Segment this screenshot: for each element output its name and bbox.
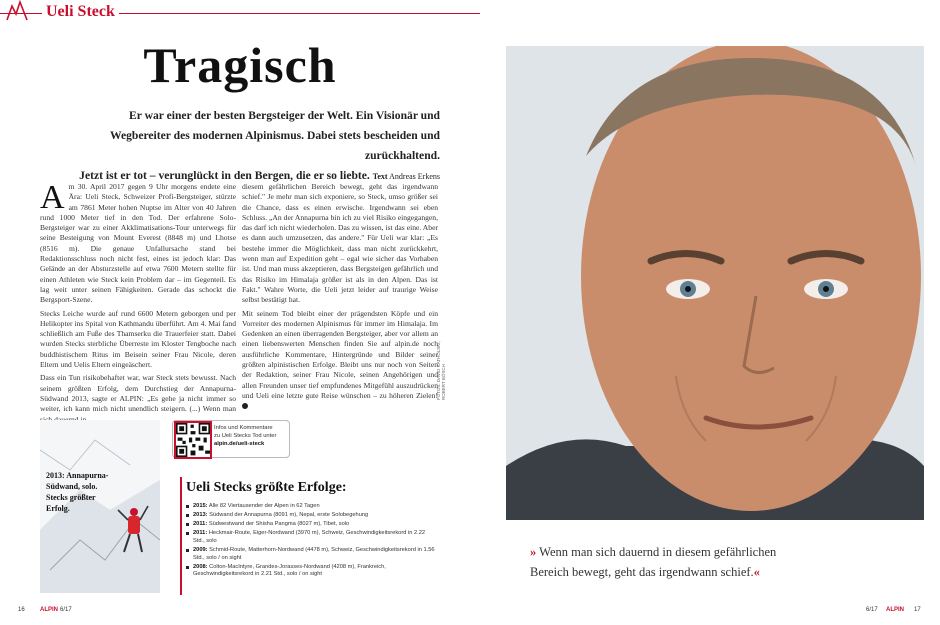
- successes-list: [186, 503, 436, 580]
- author-credit: [373, 172, 440, 181]
- section-title: Ueli Steck: [42, 3, 119, 21]
- paragraph: [242, 309, 438, 412]
- page-number-left: 16: [18, 607, 25, 613]
- lede-line-3-text: Jetzt ist er tot – verunglückt in den Bergen, die er so liebte.: [79, 169, 370, 182]
- quote-close-mark: «: [753, 565, 760, 579]
- list-item-year: 2011:: [193, 521, 208, 528]
- qr-link-text[interactable]: alpin.de/ueli-steck: [214, 441, 265, 447]
- qr-link[interactable]: [214, 440, 288, 448]
- lede: [40, 106, 440, 187]
- paragraph: diesem gefährlichen Bereich bewegt, geht das irgendwann schief." Je mehr man sich exponiere, so Steck, umso größer sei die Chance, dass es einen erwische. Irgendwann sei eben Schluss. „An der Annapurna bin ich zu viel Risiko eingegangen, das darf ich nicht wiederholen. Das zu wissen, ist das eine. Aber es dann auch umzusetzen, das andere." Für Ueli war klar: „Es bestehe immer die Möglichkeit, dass man nicht zurückkehrt, wenn man auf Expedition geht – egal wie sicher das Vorhaben ist. Und man muss akzeptieren, dass Bergsteigen gefährlich und das Risiko im Himalaja größer ist als in den Alpen. Das ist Fakt." Wahre Worte, die Ueli jetzt leider auf traurige Weise selbst bestätigt hat.: [242, 182, 438, 305]
- list-item-year: 2015:: [193, 503, 208, 509]
- list-item: [186, 512, 436, 520]
- list-item: [186, 530, 436, 545]
- mountain-logo-icon: [6, 0, 28, 22]
- lede-line-2: Wegbereiter des modernen Alpinismus. Dabei stets bescheiden und zurückhaltend.: [109, 129, 440, 162]
- paragraph-text: Mit seinem Tod bleibt einer der prägendsten Köpfe und ein Vorreiter des modernen Alpinismus für immer im Himalaja. Im Gedenken an einen überragenden Bergsteiger, aber vor allem an einen liebenswerten Menschen finden Sie auf alpin.de noch ausführliche Kommentare, Hintergründe und Bilder seiner größten alpinistischen Erfolge. Bleibt uns nur noch von Seiten der Redaktion, seiner Frau Nicole, seinen Angehörigen und allen Freunden unser tief empfundenes Mitgefühl auszudrücken und Ueli eine letzte gute Reise wünschen – zu höheren Zielen!: [242, 308, 438, 400]
- lede-line-1: Er war einer der besten Bergsteiger der Welt. Ein Visionär und: [129, 109, 440, 122]
- pull-quote: [530, 542, 790, 582]
- article-column-1: [40, 179, 236, 428]
- portrait-illustration: [506, 46, 924, 520]
- list-item-text: Südwestwand der Shisha Pangma (8027 m), Tibet, solo: [208, 521, 350, 528]
- credit-label: Text: [372, 172, 388, 181]
- qr-info-line-1: Infos und Kommentare: [214, 425, 273, 431]
- paragraph-text: m 30. April 2017 gegen 9 Uhr morgens endete eine Ära: Ueli Steck, Schweizer Profi-Bergsteiger, stürzte am 7861 Meter hohen Nuptse im Alter von 40 Jahren rund 1000 Meter tief in den Tod. Der erfahrene Solo-Bergsteiger war zu einer Akklimatisations-Tour unterwegs für seine Besteigung von Mount Everest (8848 m) und Lhotse (8516 m). Die genaue Unfallursache stand bei Redaktionsschluss noch nicht fest, eines ist jedoch klar: Das Gelände an der Absturzstelle auf etwa 7600 Metern stellte für einen Athleten wie Steck kein Problem dar – im Gegenteil. Es lag weit unter seinen Fähigkeiten. Gerade das schockt die Bergsport-Szene.: [40, 182, 236, 305]
- credit-name: Andreas Erkens: [389, 172, 440, 181]
- list-item: [186, 564, 436, 579]
- page-headline: Tragisch: [143, 37, 337, 93]
- magazine-name-right: ALPIN: [886, 607, 904, 613]
- qr-info-line-2: zu Ueli Stecks Tod unter: [214, 433, 277, 439]
- drop-cap: A: [40, 179, 65, 216]
- list-item-year: 2013:: [193, 512, 208, 519]
- paragraph: [40, 179, 236, 306]
- paragraph: Dass ein Tun risikobehaftet war, war Steck stets bewusst. Nach seinem größten Erfolg, dem Durchstieg der Annapurna-Südwand 2013, sagte er ALPIN: „Es gehe ja nicht immer so weiter, ich kann mich nicht unendlich steigern. (...) Wenn man: [40, 373, 236, 414]
- list-item: [186, 547, 436, 562]
- list-item: [186, 503, 436, 511]
- list-item-text: Südwand der Annapurna (8091 m), Nepal, erste Solobegehung: [209, 512, 369, 519]
- end-mark-icon: [242, 403, 248, 409]
- issue-left: 6/17: [60, 607, 72, 613]
- list-item-year: 2009:: [193, 546, 208, 553]
- magazine-name-left: ALPIN: [40, 607, 58, 613]
- list-item-text: Alle 82 Viertausender der Alpen in 62 Tagen: [208, 503, 320, 509]
- article-column-2: [242, 182, 438, 415]
- paragraph: Stecks Leiche wurde auf rund 6600 Metern geborgen und per Helikopter ins Spital von Kathmandu überführt. Am 4. Mai fand schließlich am Fuße des Thamserku die Trauerfeier statt. Dabei wurden Stecks sterbliche Überreste im Kloster Tengboche nach buddhistischem Ritus im Beisein seiner Frau Nicole, deren Eltern und Uelis Eltern eingeäschert.: [40, 308, 236, 370]
- page-number-right: 17: [914, 607, 921, 613]
- qr-code-icon[interactable]: [174, 421, 212, 459]
- list-item-text: Schmid-Route, Matterhorn-Nordwand (4478 m), Schweiz, Geschwindigkeitsrekord in 1.56 Std., solo / on sight: [193, 546, 435, 561]
- quote-open-mark: »: [530, 545, 537, 559]
- quote-line-2: [530, 562, 790, 582]
- quote-text-2: Bereich bewegt, geht das irgendwann schief.: [530, 565, 754, 579]
- qr-info-text: [214, 424, 288, 448]
- list-item: [186, 521, 436, 529]
- photo-credit: FOTOS: DAVID KATHOLSKI, ROBERT BÖSCH: [436, 341, 446, 400]
- successes-title: Ueli Stecks größte Erfolge:: [186, 480, 347, 495]
- quote-line-1: [530, 542, 790, 562]
- list-item-text: Colton-MacIntyre, Grandes-Jorasses-Nordwand (4208 m), Frankreich, Geschwindigkeitsrekord in 2.21 Std., solo / on sight: [193, 563, 386, 578]
- successes-accent-rule: [180, 477, 182, 595]
- list-item-year: 2008:: [193, 563, 208, 570]
- portrait-photo: [506, 46, 924, 520]
- list-item-year: 2011:: [193, 530, 208, 537]
- quote-text-1: Wenn man sich dauernd in diesem gefährlichen: [539, 545, 777, 559]
- list-item-text: Heckmair-Route, Eiger-Nordwand (3970 m), Schweiz, Geschwindigkeitsrekord in 2.22 Std., solo: [193, 530, 426, 544]
- issue-right: 6/17: [866, 607, 878, 613]
- photo-caption: 2013: Annapurna-Südwand, solo. Stecks größter Erfolg.: [46, 471, 109, 513]
